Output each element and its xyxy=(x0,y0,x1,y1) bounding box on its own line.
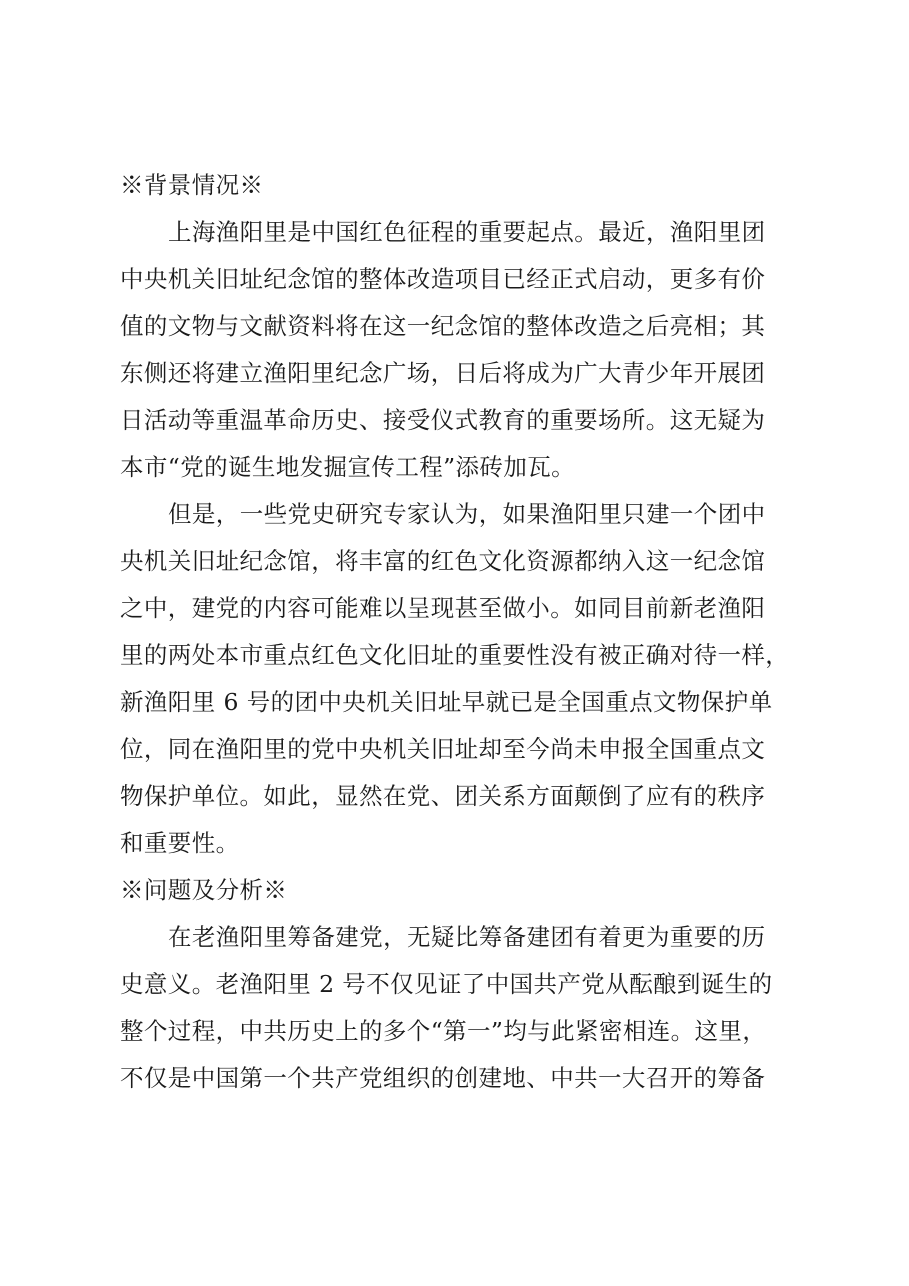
section-heading-background: ※背景情况※ xyxy=(120,171,264,199)
text-line: 央机关旧址纪念馆，将丰富的红色文化资源都纳入这一纪念馆 xyxy=(120,547,766,575)
paragraph-background-2 xyxy=(120,491,800,867)
text-line: 日活动等重温革命历史、接受仪式教育的重要场所。这无疑为 xyxy=(120,406,766,434)
text-line: 东侧还将建立渔阳里纪念广场，日后将成为广大青少年开展团 xyxy=(120,359,766,387)
text-line: 值的文物与文献资料将在这一纪念馆的整体改造之后亮相；其 xyxy=(120,312,766,340)
text-line: 之中，建党的内容可能难以呈现甚至做小。如同目前新老渔阳 xyxy=(120,594,766,622)
paragraph-analysis-1 xyxy=(120,914,800,1102)
text-line: 不仅是中国第一个共产党组织的创建地、中共一大召开的筹备 xyxy=(120,1064,766,1092)
text-line: 里的两处本市重点红色文化旧址的重要性没有被正确对待一样， xyxy=(120,641,790,669)
text-line: 整个过程，中共历史上的多个“第一”均与此紧密相连。这里， xyxy=(120,1017,767,1045)
document-body xyxy=(120,162,800,1102)
text-line: 和重要性。 xyxy=(120,829,240,857)
text-line: 新渔阳里 6 号的团中央机关旧址早就已是全国重点文物保护单 xyxy=(120,688,773,716)
text-line: 在老渔阳里筹备建党，无疑比筹备建团有着更为重要的历 xyxy=(168,923,766,951)
text-line: 中央机关旧址纪念馆的整体改造项目已经正式启动，更多有价 xyxy=(120,265,766,293)
paragraph-background-1 xyxy=(120,209,800,491)
section-heading-analysis: ※问题及分析※ xyxy=(120,876,288,904)
text-line: 上海渔阳里是中国红色征程的重要起点。最近，渔阳里团 xyxy=(168,218,766,246)
text-line: 位，同在渔阳里的党中央机关旧址却至今尚未申报全国重点文 xyxy=(120,735,766,763)
text-line: 但是，一些党史研究专家认为，如果渔阳里只建一个团中 xyxy=(168,500,766,528)
text-line: 物保护单位。如此，显然在党、团关系方面颠倒了应有的秩序 xyxy=(120,782,766,810)
text-line: 史意义。老渔阳里 2 号不仅见证了中国共产党从酝酿到诞生的 xyxy=(120,970,773,998)
text-line: 本市“党的诞生地发掘宣传工程”添砖加瓦。 xyxy=(120,453,576,481)
